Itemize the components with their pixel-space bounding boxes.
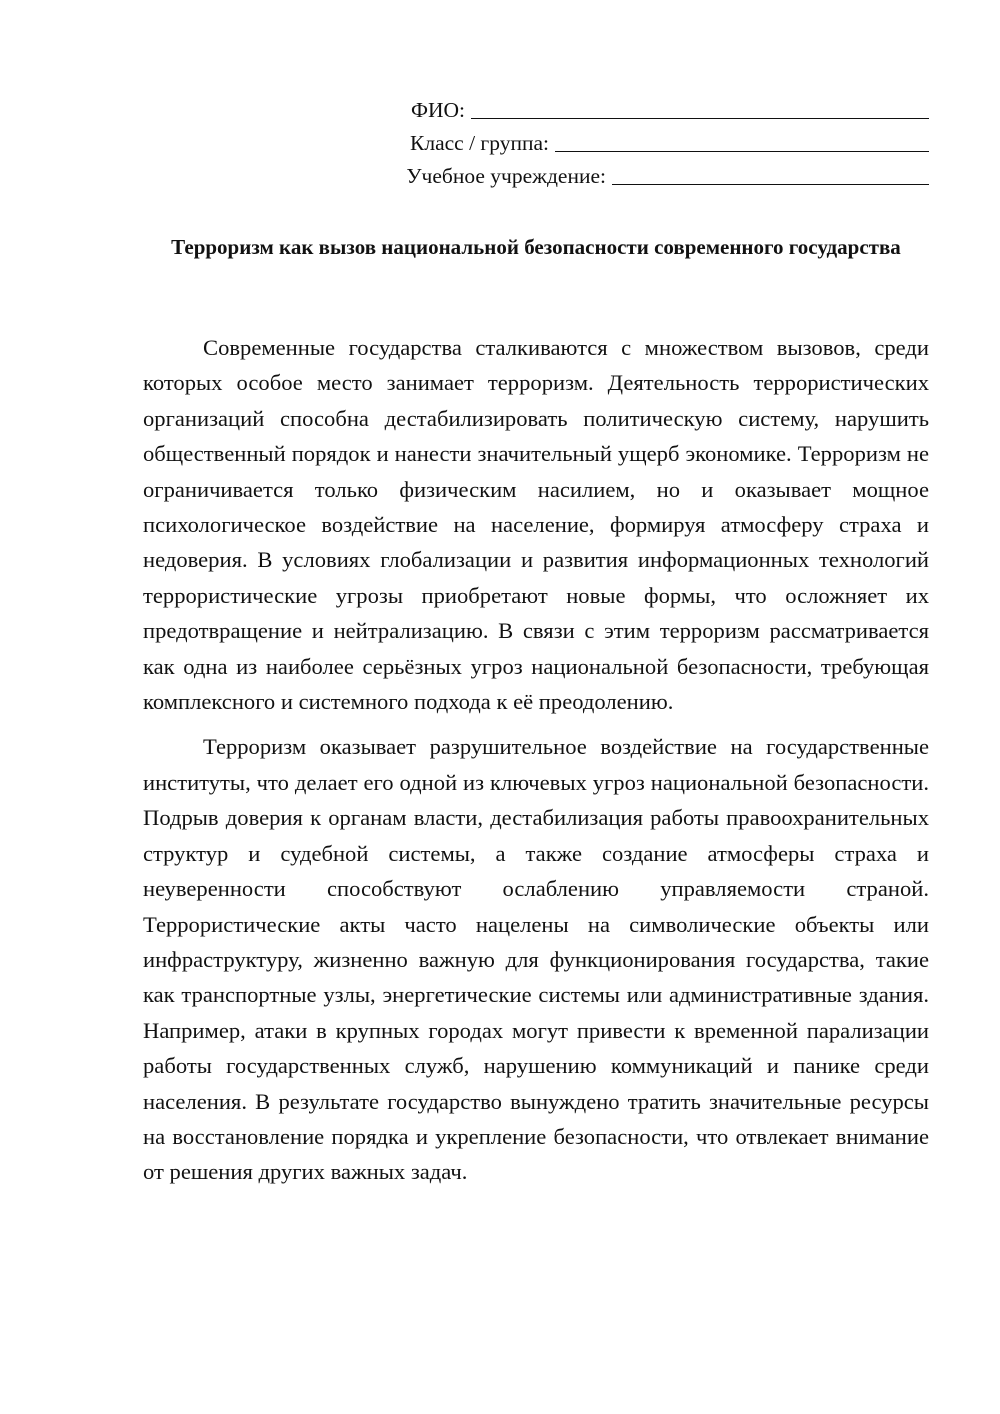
school-blank-field — [612, 160, 929, 185]
fio-line — [143, 92, 929, 125]
document-body — [143, 330, 929, 1200]
school-line — [143, 158, 929, 191]
document-title: Терроризм как вызов национальной безопасности современного государства — [171, 235, 901, 259]
body-paragraph: Терроризм оказывает разрушительное воздействие на государственные институты, что делает его одной из ключевых угроз национальной безопасности. Подрыв доверия к органам власти, дестабилизация работы правоохранительных структур и судебной системы, а также создание атмосферы страха и неуверенности способствуют ослаблению управляемости страной. Террористические акты часто нацелены на символические объекты или инфраструктуру, жизненно важную для функционирования государства, такие как транспортные узлы, энергетические системы или административные здания. Например, атаки в крупных городах могут привести к временной парализации работы государственных служб, нарушению коммуникаций и панике среди населения. В результате государство вынуждено тратить значительные ресурсы на восстановление порядка и укрепление безопасности, что отвлекает внимание от решения других важных задач. — [143, 734, 929, 1185]
class-label: Класс / группа: — [410, 131, 549, 155]
fio-label: ФИО: — [410, 98, 465, 122]
fio-blank-field — [471, 94, 929, 119]
class-line — [143, 125, 929, 158]
class-blank-field — [555, 127, 929, 152]
school-label: Учебное учреждение: — [406, 164, 606, 188]
student-info-header — [143, 92, 929, 191]
body-paragraph: Современные государства сталкиваются с множеством вызовов, среди которых особое место занимает терроризм. Деятельность террористических организаций способна дестабилизировать политическую систему, нарушить общественный порядок и нанести значительный ущерб экономике. Терроризм не ограничивается только физическим насилием, но и оказывает мощное психологическое воздействие на население, формируя атмосферу страха и недоверия. В условиях глобализации и развития информационных технологий террористические угрозы приобретают новые формы, что осложняет их предотвращение и нейтрализацию. В связи с этим терроризм рассматривается как одна из наиболее серьёзных угроз национальной безопасности, требующая комплексного и системного подхода к её преодолению. — [143, 335, 929, 715]
